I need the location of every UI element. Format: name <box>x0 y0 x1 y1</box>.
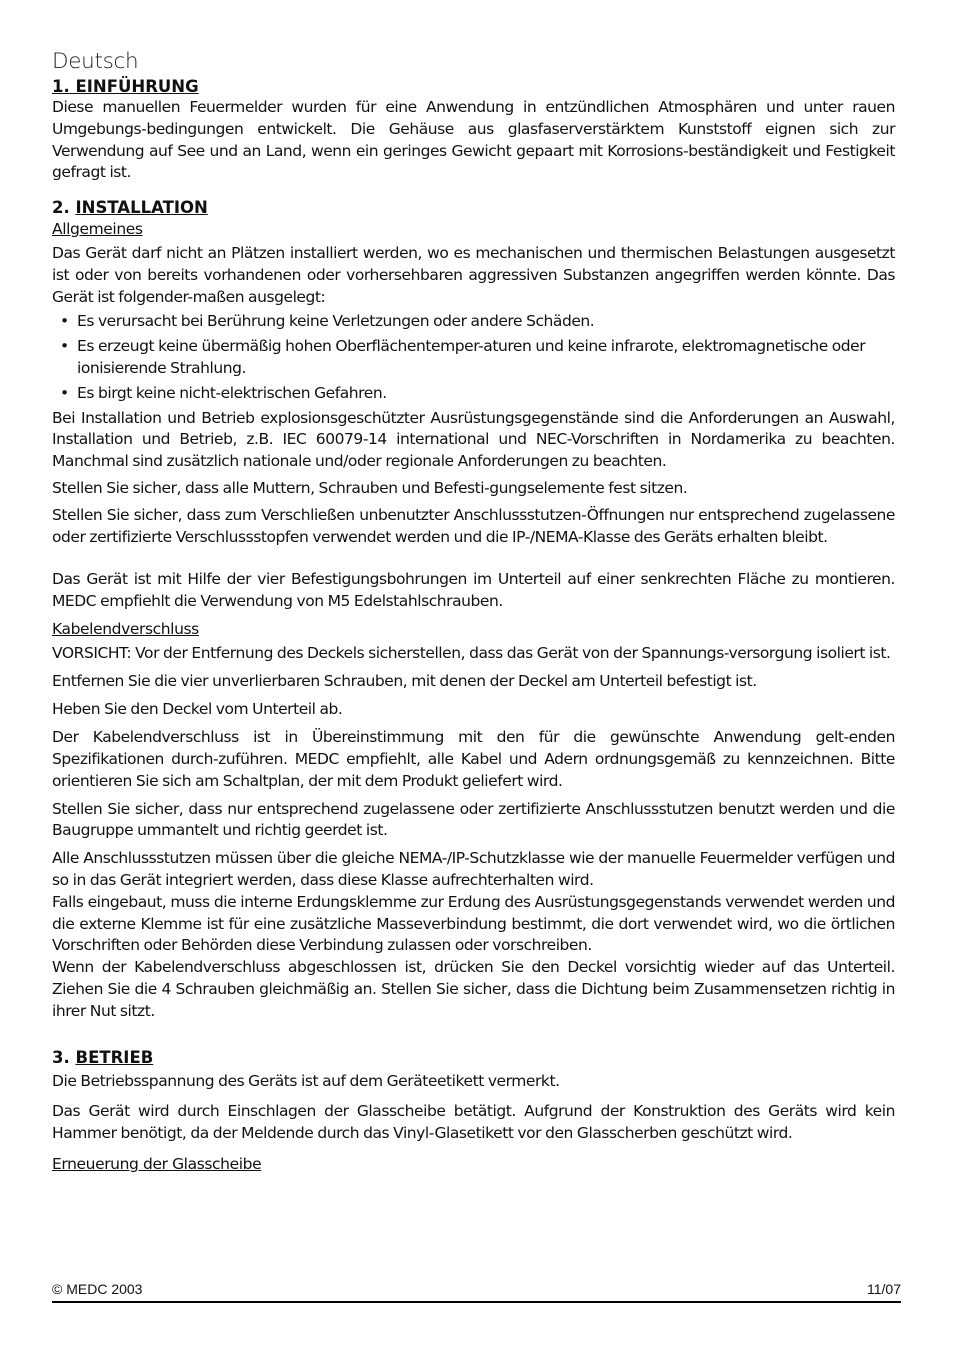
standards-paragraph: Bei Installation und Betrieb explosionsgeschützter Ausrüstungsgegenstände sind die Anforderungen an Auswahl, Installation und Betrieb, z.B. IEC 60079-14 international und NEC-Vorschriften in Nordamerika zu beachten. Manchmal sind zusätzlich nationale und/oder regionale Anforderungen zu beachten. <box>52 408 895 471</box>
cable-glands-paragraph: Stellen Sie sicher, dass nur entsprechend zugelassene oder zertifizierte Anschlussstutzen benutzt werden und die Baugruppe ummantelt und richtig geerdet ist. <box>52 799 895 840</box>
lift-cover-paragraph: Heben Sie den Deckel vom Unterteil ab. <box>52 700 343 719</box>
bullet-glyph: • <box>60 383 69 402</box>
list-item-text: Es birgt keine nicht-elektrischen Gefahren. <box>77 383 387 402</box>
list-item <box>52 311 895 333</box>
blanking-plugs-paragraph: Stellen Sie sicher, dass zum Verschließen unbenutzter Anschlussstutzen-Öffnungen nur entsprechend zugelassene oder zertifizierte Verschlussstopfen verwendet werden und die IP-/NEMA-Klasse des Geräts erhalten bleibt. <box>52 505 895 546</box>
section-2-title <box>52 197 895 218</box>
operation-paragraph: Das Gerät wird durch Einschlagen der Glasscheibe betätigt. Aufgrund der Konstruktion des Geräts wird kein Hammer benötigt, da der Meldende durch das Vinyl-Glasetikett vor den Glasscherben geschützt wird. <box>52 1102 895 1143</box>
termination-spec-paragraph: Der Kabelendverschluss ist in Übereinstimmung mit den für die gewünschte Anwendung gelt-enden Spezifikationen durch-zuführen. MEDC empfiehlt, alle Kabel und Adern ordnungsgemäß zu kennzeichnen. Bitte orientieren Sie sich am Schaltplan, der mit dem Produkt geliefert wird. <box>52 728 895 790</box>
section-3-number: 3. <box>52 1048 70 1068</box>
section-1-title: 1. EINFÜHRUNG <box>52 77 199 96</box>
language-heading: Deutsch <box>52 49 139 74</box>
fasteners-paragraph: Stellen Sie sicher, dass alle Muttern, Schrauben und Befesti-gungselemente fest sitzen. <box>52 478 688 497</box>
general-paragraph: Das Gerät darf nicht an Plätzen installiert werden, wo es mechanischen und thermischen Belastungen ausgesetzt ist oder von bereits vorhandenen oder vorhersehbaren aggressiven Substanzen angegriffen werden könnte. Das Gerät ist folgender-maßen ausgelegt: <box>52 243 895 306</box>
ingress-rating-paragraph: Alle Anschlussstutzen müssen über die gleiche NEMA-/IP-Schutzklasse wie der manuelle Feuermelder verfügen und so in das Gerät integriert werden, dass diese Klasse aufrechterhalten wird. <box>52 849 895 889</box>
page-footer <box>52 1279 901 1303</box>
list-item <box>52 336 895 380</box>
list-item-text: Es verursacht bei Berührung keine Verletzungen oder andere Schäden. <box>77 312 595 331</box>
section-3-label: BETRIEB <box>75 1048 154 1068</box>
requirements-list <box>52 311 895 404</box>
reassembly-paragraph: Wenn der Kabelendverschluss abgeschlossen ist, drücken Sie den Deckel vorsichtig wieder auf das Unterteil. Ziehen Sie die 4 Schrauben gleichmäßig an. Stellen Sie sicher, dass die Dichtung beim Zusammensetzen richtig in ihrer Nut sitzt. <box>52 958 895 1020</box>
section-2-label: INSTALLATION <box>75 198 208 218</box>
document-page <box>52 48 895 1176</box>
list-item <box>52 383 895 405</box>
intro-paragraph: Diese manuellen Feuermelder wurden für eine Anwendung in entzündlichen Atmosphären und unter rauen Umgebungs-bedingungen entwickelt. Die Gehäuse aus glasfaserverstärktem Kunststoff eignen sich zur Verwendung auf See und an Land, wenn ein geringes Gewicht gepaart mit Korrosions-beständigkeit und Festigkeit gefragt ist. <box>52 98 895 182</box>
bullet-glyph: • <box>60 337 69 356</box>
subheading-general: Allgemeines <box>52 220 143 239</box>
remove-screws-paragraph: Entfernen Sie die vier unverlierbaren Schrauben, mit denen der Deckel am Unterteil befestigt ist. <box>52 671 757 690</box>
copyright-text: © MEDC 2003 <box>52 1281 143 1297</box>
mounting-paragraph: Das Gerät ist mit Hilfe der vier Befestigungsbohrungen im Unterteil auf einer senkrechten Fläche zu montieren. MEDC empfiehlt die Verwendung von M5 Edelstahlschrauben. <box>52 570 895 611</box>
subheading-glass-replacement: Erneuerung der Glasscheibe <box>52 1154 262 1173</box>
earthing-paragraph: Falls eingebaut, muss die interne Erdungsklemme zur Erdung des Ausrüstungsgegenstands verwendet werden und die externe Klemme ist für eine zusätzliche Masseverbindung bestimmt, die dort verwendet wird, wo die örtlichen Vorschriften oder Behörden diese Verbindung zulassen oder vorschreiben. <box>52 892 895 955</box>
voltage-paragraph: Die Betriebsspannung des Geräts ist auf dem Geräteetikett vermerkt. <box>52 1072 560 1091</box>
revision-date: 11/07 <box>867 1281 901 1297</box>
section-2-number: 2. <box>52 198 70 218</box>
caution-paragraph: VORSICHT: Vor der Entfernung des Deckels sicherstellen, dass das Gerät von der Spannungs-versorgung isoliert ist. <box>52 643 891 662</box>
subheading-cable-termination: Kabelendverschluss <box>52 619 199 638</box>
section-3-title <box>52 1047 895 1068</box>
bullet-glyph: • <box>60 312 69 331</box>
list-item-text: Es erzeugt keine übermäßig hohen Oberflächentemper-aturen und keine infrarote, elektromagnetische oder ionisierende Strahlung. <box>77 337 866 377</box>
